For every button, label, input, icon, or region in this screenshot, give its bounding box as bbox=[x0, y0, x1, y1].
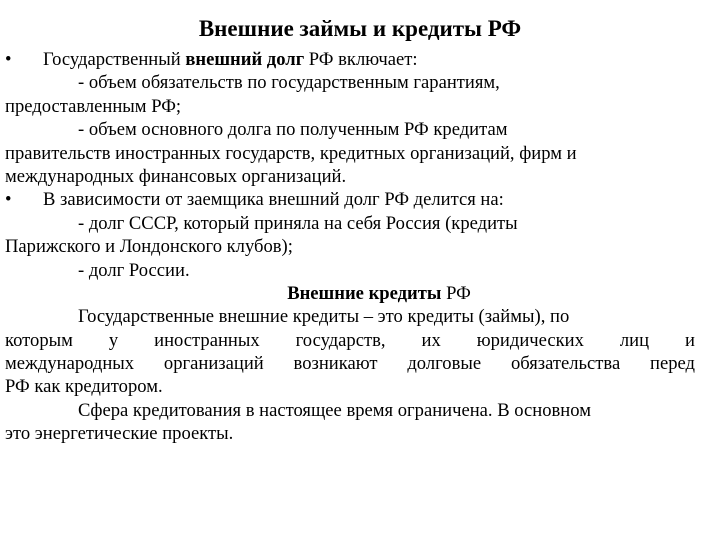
justified-line bbox=[5, 352, 695, 375]
word: и bbox=[685, 329, 695, 351]
bullet-item-debt-division bbox=[5, 188, 695, 211]
bullet-item-external-debt bbox=[5, 48, 695, 71]
slide-title: Внешние займы и кредиты РФ bbox=[198, 16, 522, 41]
text-line: - долг России. bbox=[78, 259, 190, 281]
bold-term: внешний долг bbox=[185, 49, 305, 70]
word: долговые bbox=[407, 353, 482, 375]
word: которым bbox=[5, 329, 73, 351]
bullet-icon: • bbox=[5, 189, 12, 211]
word: перед bbox=[650, 353, 695, 375]
text-run: РФ включает: bbox=[304, 49, 418, 70]
text-line: - объем обязательств по государственным гарантиям, bbox=[78, 72, 500, 94]
word: иностранных bbox=[154, 329, 260, 351]
text-line: международных финансовых организаций. bbox=[5, 165, 347, 187]
text-run: В зависимости от заемщика внешний долг РФ делится на: bbox=[43, 189, 504, 211]
slide-body bbox=[5, 48, 695, 446]
word: их bbox=[421, 329, 441, 351]
text-line: - долг СССР, который приняла на себя Россия (кредиты bbox=[78, 212, 518, 234]
text-line: - объем основного долга по полученным РФ кредитам bbox=[78, 119, 508, 141]
bullet-icon: • bbox=[5, 49, 12, 70]
word: международных bbox=[5, 353, 135, 375]
word: лиц bbox=[619, 329, 650, 351]
text-line: предоставленным РФ; bbox=[5, 95, 182, 117]
heading-bold: Внешние кредиты bbox=[287, 282, 442, 304]
text-line: Сфера кредитования в настоящее время ограничена. В основном bbox=[78, 399, 591, 421]
text-run: Государственный bbox=[43, 49, 186, 70]
heading-rest: РФ bbox=[441, 282, 471, 304]
section-heading bbox=[5, 282, 695, 305]
justified-line bbox=[5, 329, 695, 352]
text-line: Государственные внешние кредиты – это кредиты (займы), по bbox=[78, 306, 570, 328]
word: государств, bbox=[295, 329, 386, 351]
word: возникают bbox=[293, 353, 378, 375]
text-line: Парижского и Лондонского клубов); bbox=[5, 236, 293, 258]
word: обязательства bbox=[510, 353, 621, 375]
word: у bbox=[108, 329, 119, 351]
text-line: правительств иностранных государств, кредитных организаций, фирм и bbox=[5, 142, 577, 164]
word: организаций bbox=[163, 353, 264, 375]
text-line: это энергетические проекты. bbox=[5, 423, 234, 445]
text-line: РФ как кредитором. bbox=[5, 376, 163, 398]
word: юридических bbox=[476, 329, 584, 351]
